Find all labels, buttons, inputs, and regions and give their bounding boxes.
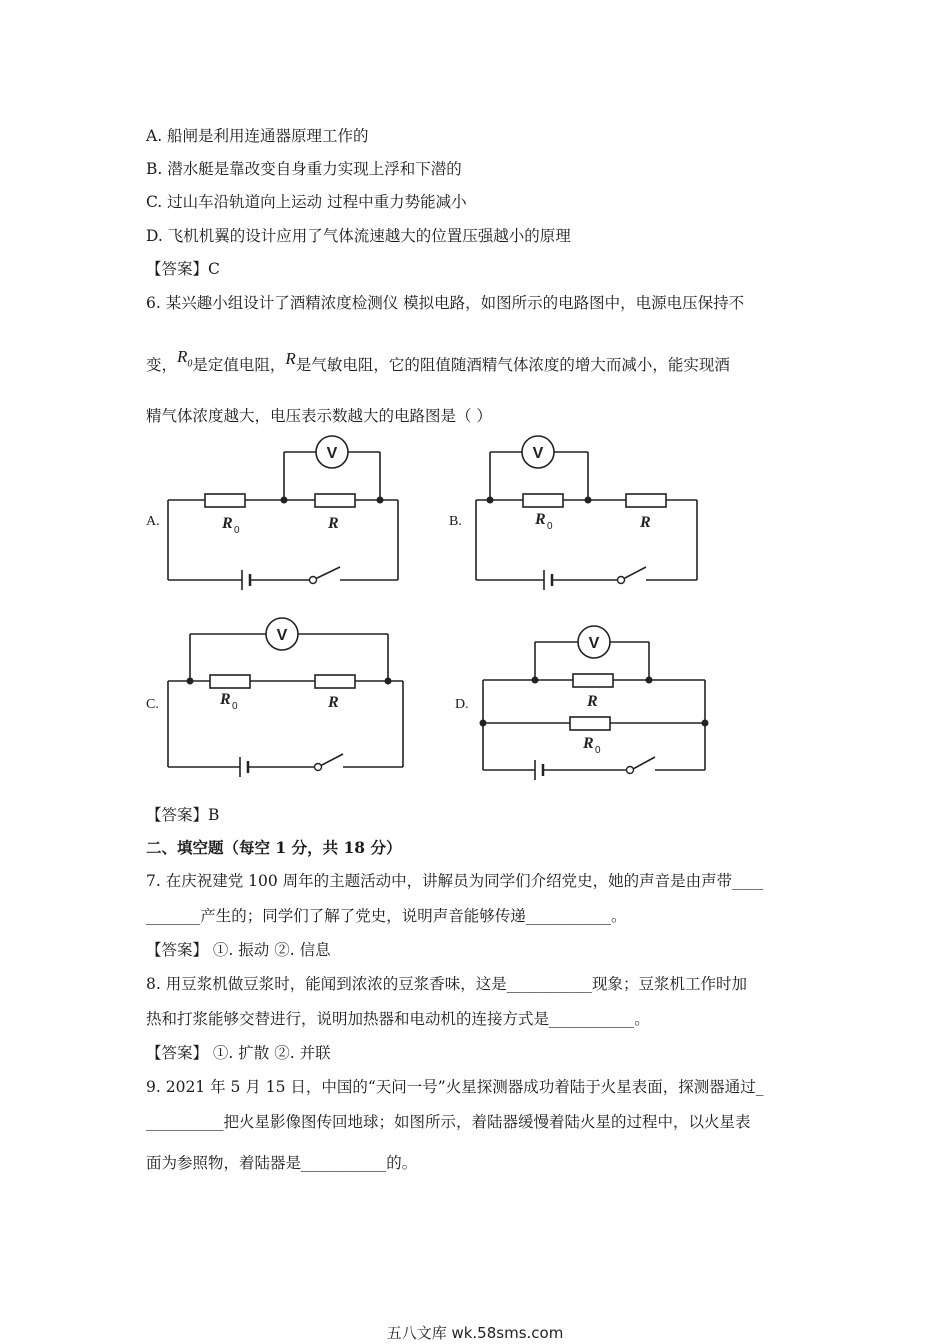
q7-answer: 【答案】 ①. 振动 ②. 信息 [146, 941, 331, 959]
q6-line-2-b: 是定值电阻， [192, 356, 286, 374]
label-r0-sub-c: 0 [232, 701, 238, 712]
section-heading: 二、填空题（每空 1 分，共 18 分） [146, 838, 402, 857]
q7-line-2: _______产生的；同学们了解了党史，说明声音能够传递___________。 [146, 907, 627, 925]
q9-line-1: 9. 2021 年 5 月 15 日，中国的“天问一号”火星探测器成功着陆于火星表面，探测器通过_ [146, 1078, 764, 1096]
q9-line-3: 面为参照物，着陆器是___________的。 [146, 1154, 418, 1172]
q6-answer: 【答案】B [146, 806, 220, 824]
q5-option-a: A. 船闸是利用连通器原理工作的 [146, 127, 369, 145]
meter-v-d: V [588, 635, 600, 652]
label-r-b: R [640, 514, 651, 531]
q5-option-d: D. 飞机机翼的设计应用了气体流速越大的位置压强越小的原理 [146, 227, 571, 245]
circuit-a-diagram [160, 432, 410, 592]
circuit-d-diagram [475, 620, 720, 785]
q8-line-1: 8. 用豆浆机做豆浆时，能闻到浓浓的豆浆香味，这是___________现象；豆浆机工作时加 [146, 975, 747, 993]
q8-answer: 【答案】 ①. 扩散 ②. 并联 [146, 1044, 331, 1062]
q6-line-2-c: 是气敏电阻，它的阻值随酒精气体浓度的增大而减小，能实现酒 [295, 356, 730, 374]
q9-line-2: __________把火星影像图传回地球；如图所示，着陆器缓慢着陆火星的过程中，以火星表 [146, 1113, 751, 1131]
label-r-d: R [587, 693, 598, 710]
meter-v-a: V [326, 445, 338, 462]
label-r0-sub-b: 0 [547, 521, 553, 532]
meter-v-c: V [276, 627, 288, 644]
label-r-c: R [328, 694, 339, 711]
label-r0-c: R [220, 691, 231, 708]
q6-line-2 [146, 347, 730, 383]
q5-option-c: C. 过山车沿轨道向上运动 过程中重力势能减小 [146, 193, 467, 211]
circuit-b-diagram [468, 432, 708, 592]
label-r0-sub-d: 0 [595, 745, 601, 756]
label-r0-b: R [535, 511, 546, 528]
q6-line-1: 6. 某兴趣小组设计了酒精浓度检测仪 模拟电路，如图所示的电路图中，电源电压保持不 [146, 294, 745, 312]
label-r-a: R [328, 515, 339, 532]
label-r0-sub-a: 0 [234, 525, 240, 536]
circuit-c-diagram [160, 612, 415, 777]
footer-watermark: 五八文库 wk.58sms.com [386, 1324, 564, 1342]
circuit-d-label: D. [455, 697, 469, 712]
r-symbol: R [285, 349, 296, 368]
circuit-a-label: A. [146, 514, 160, 529]
meter-v-b: V [532, 445, 544, 462]
q5-option-b: B. 潜水艇是靠改变自身重力实现上浮和下潜的 [146, 160, 462, 178]
q7-line-1: 7. 在庆祝建党 100 周年的主题活动中，讲解员为同学们介绍党史，她的声音是由声带____ [146, 872, 764, 890]
label-r0-a: R [222, 515, 233, 532]
q5-answer: 【答案】C [146, 260, 220, 278]
r0-symbol: $R_0$ [177, 347, 193, 370]
q6-line-3: 精气体浓度越大，电压表示数越大的电路图是（ ） [146, 407, 492, 425]
q6-line-2-a: 变， [146, 356, 178, 374]
label-r0-d: R [583, 735, 594, 752]
circuit-b-label: B. [449, 514, 462, 529]
circuit-c-label: C. [146, 697, 159, 712]
q8-line-2: 热和打浆能够交替进行，说明加热器和电动机的连接方式是___________。 [146, 1010, 650, 1028]
